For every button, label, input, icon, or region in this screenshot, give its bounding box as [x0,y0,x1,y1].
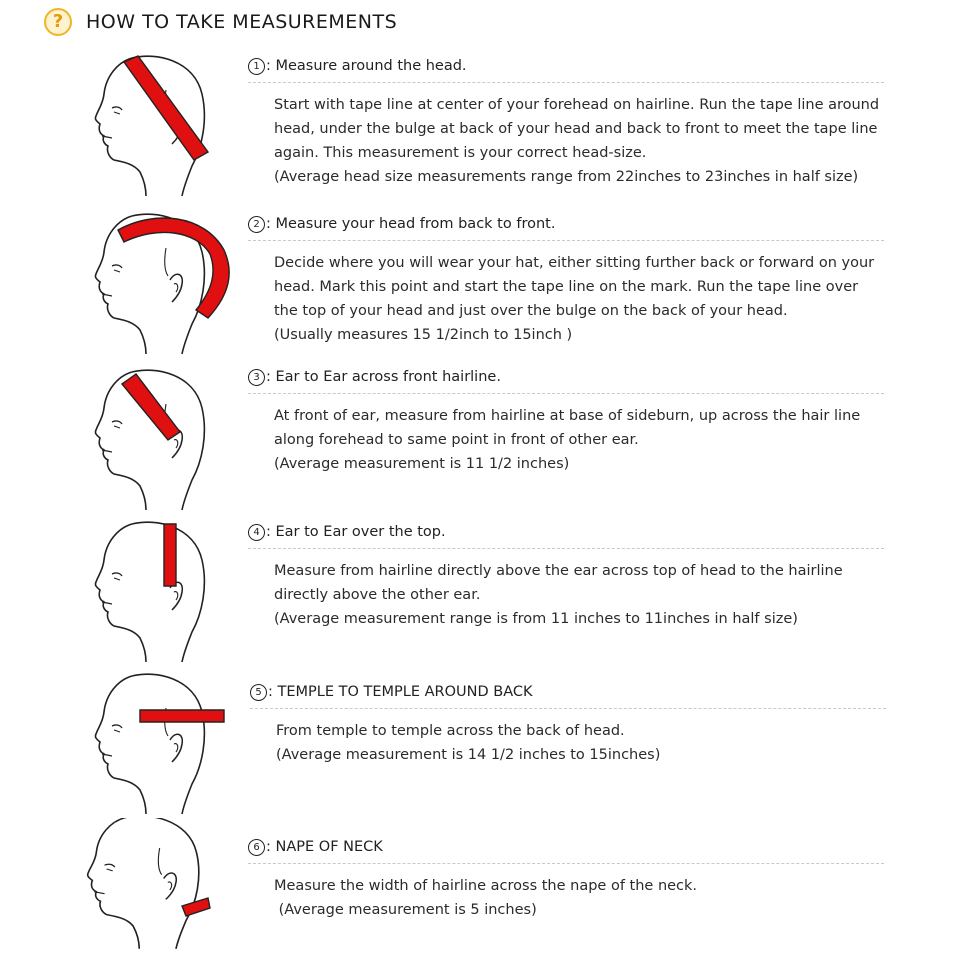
step-3 [248,365,884,476]
tape-mark [118,218,229,318]
step-title: 6 : NAPE OF NECK [248,835,884,864]
step-5 [250,680,886,767]
step-title: 3 : Ear to Ear across front hairline. [248,365,884,394]
step-description: Start with tape line at center of your forehead on hairline. Run the tape line around head, under the bulge at back of your head and back to front to meet the tape line again. This measurement is your correct head-size. (Average head size measurements range from 22inches to 23inches in half size) [274,97,880,185]
tape-mark [124,56,208,160]
step-description: Decide where you will wear your hat, either sitting further back or forward on your head. Mark this point and start the tape line on the mark. Run the tape line over the top of your head and just over the bulge on the back of your head. (Usually measures 15 1/2inch to 15inch ) [274,255,875,343]
step-1 [248,54,884,189]
question-icon: ? [44,8,72,36]
page-title: HOW TO TAKE MEASUREMENTS [86,11,398,33]
head-figure-2 [84,210,234,360]
tape-mark [140,710,224,722]
step-description: At front of ear, measure from hairline at base of sideburn, up across the hair line along forehead to same point in front of other ear. (Average measurement is 11 1/2 inches) [274,408,861,472]
step-title: 4 : Ear to Ear over the top. [248,520,884,549]
step-2 [248,212,884,347]
head-figure-3 [84,366,224,514]
step-title: 2 : Measure your head from back to front. [248,212,884,241]
section-header [44,6,397,38]
tape-mark [122,374,180,440]
step-title: 1 : Measure around the head. [248,54,884,83]
step-description: From temple to temple across the back of head. (Average measurement is 14 1/2 inches to 15inches) [276,723,661,763]
head-figure-4 [84,518,224,666]
step-number: 5 [250,684,267,701]
tape-mark [182,898,210,916]
step-description: Measure the width of hairline across the nape of the neck. (Average measurement is 5 inches) [274,878,698,918]
step-description: Measure from hairline directly above the ear across top of head to the hairline directly above the other ear. (Average measurement range is from 11 inches to 11inches in half size) [274,563,843,627]
step-number: 6 [248,839,265,856]
step-number: 2 [248,216,265,233]
head-figure-1 [84,52,224,200]
step-number: 3 [248,369,265,386]
head-figure-6 [70,818,220,954]
step-6 [248,835,884,922]
tape-mark [164,524,176,586]
step-number: 1 [248,58,265,75]
step-title: 5 : TEMPLE TO TEMPLE AROUND BACK [250,680,886,709]
step-4 [248,520,884,631]
head-figure-5 [84,670,234,820]
step-number: 4 [248,524,265,541]
